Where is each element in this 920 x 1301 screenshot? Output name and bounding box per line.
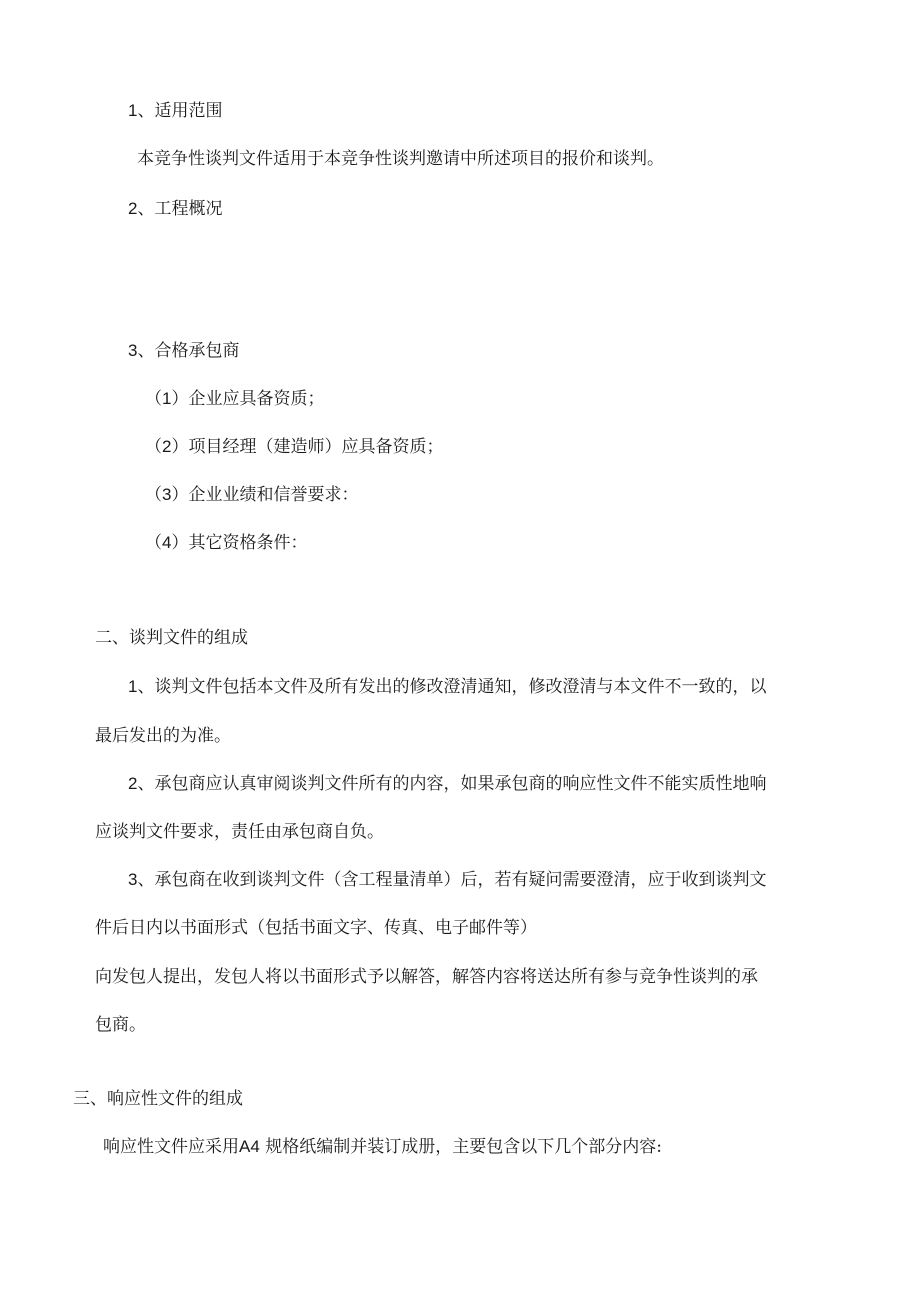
list-item: （3）企业业绩和信誉要求： (145, 485, 359, 505)
section-2-heading (128, 198, 222, 220)
section-1-paragraph: 本竞争性谈判文件适用于本竞争性谈判邀请中所述项目的报价和谈判。 (137, 149, 664, 169)
section-title: 、适用范围 (137, 101, 223, 121)
section-number: 3 (128, 341, 138, 360)
part-2-paragraph-1-line-2: 最后发出的为准。 (95, 726, 231, 746)
part-2-heading: 二、谈判文件的组成 (95, 628, 248, 648)
list-item: （4）其它资格条件： (145, 533, 308, 553)
part-2-paragraph-3-line-2: 件后日内以书面形式（包括书面文字、传真、电子邮件等） (95, 918, 537, 938)
list-item: （2）项目经理（建造师）应具备资质； (145, 437, 444, 457)
part-2-paragraph-3-line-1: 3、承包商在收到谈判文件（含工程量清单）后，若有疑问需要澄清，应于收到谈判文 (128, 870, 767, 890)
list-item: （1）企业应具备资质； (145, 389, 325, 409)
part-2-paragraph-3-line-3: 向发包人提出，发包人将以书面形式予以解答，解答内容将送达所有参与竞争性谈判的承 (95, 967, 758, 987)
section-number: 2 (128, 199, 138, 218)
part-2-paragraph-2-line-1: 2、承包商应认真审阅谈判文件所有的内容，如果承包商的响应性文件不能实质性地响 (128, 774, 767, 794)
section-1-heading (128, 100, 222, 122)
part-2-paragraph-3-line-4: 包商。 (95, 1015, 146, 1035)
part-2-paragraph-2-line-2: 应谈判文件要求，责任由承包商自负。 (95, 822, 384, 842)
section-3-heading (128, 340, 239, 362)
section-title: 、工程概况 (137, 199, 223, 219)
part-3-intro: 响应性文件应采用A4 规格纸编制并装订成册，主要包含以下几个部分内容: (103, 1137, 662, 1157)
part-3-heading: 三、响应性文件的组成 (73, 1089, 243, 1109)
part-2-paragraph-1-line-1: 1、谈判文件包括本文件及所有发出的修改澄清通知，修改澄清与本文件不一致的，以 (128, 677, 767, 697)
section-number: 1 (128, 101, 138, 120)
section-title: 、合格承包商 (137, 341, 240, 361)
